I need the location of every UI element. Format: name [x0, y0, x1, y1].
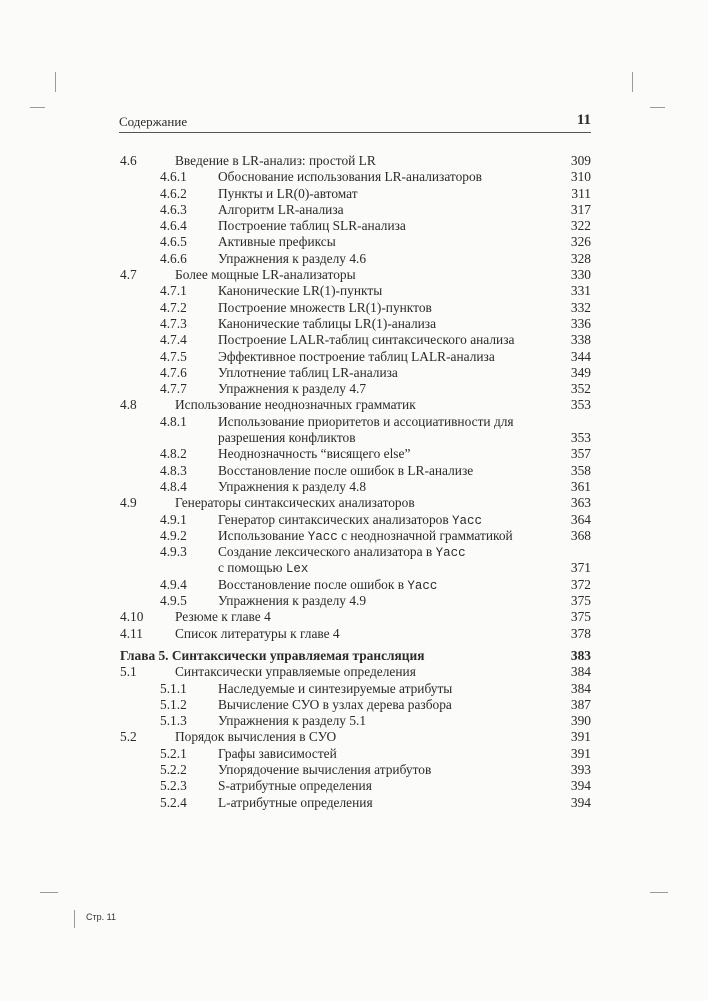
section-number: 4.6.1 [160, 169, 187, 185]
toc-entry[interactable] [120, 778, 591, 794]
toc-entry[interactable] [120, 316, 591, 332]
toc-entry[interactable] [120, 609, 591, 625]
title-text: Канонические таблицы LR(1)-анализа [218, 315, 437, 331]
crop-mark [632, 72, 633, 92]
title-text: L-атрибутные определения [218, 794, 373, 810]
title-text: Упражнения к разделу 4.9 [218, 593, 367, 609]
toc-entry[interactable] [120, 479, 591, 495]
page-ref: 352 [570, 381, 591, 397]
page-ref: 378 [570, 625, 591, 641]
page-ref: 309 [570, 153, 591, 168]
page-ref: 328 [570, 250, 591, 266]
title-text: Наследуемые и синтезируемые атрибуты [218, 680, 453, 696]
toc-entry[interactable] [120, 681, 591, 697]
section-title [175, 626, 340, 642]
crop-mark [650, 107, 665, 108]
toc-entry[interactable] [120, 251, 591, 267]
section-number: 4.9.5 [160, 593, 187, 609]
section-title [175, 729, 336, 745]
toc-entry[interactable] [120, 463, 591, 479]
title-text: Более мощные LR-анализаторы [175, 267, 356, 283]
toc-entry[interactable] [120, 729, 591, 745]
title-text: Введение в LR-анализ: простой LR [175, 153, 376, 168]
page-ref: 331 [570, 283, 591, 299]
section-title [218, 169, 482, 185]
section-number: 4.7.2 [160, 299, 187, 315]
section-number: 5.1.2 [160, 696, 187, 712]
title-text: Построение LALR-таблиц синтаксического анализа [218, 332, 515, 348]
section-number: 5.2 [120, 729, 137, 745]
title-text: Канонические LR(1)-пункты [218, 283, 383, 299]
section-number: 4.6.5 [160, 234, 187, 250]
section-title [175, 664, 416, 680]
section-number: 4.7.3 [160, 315, 187, 331]
toc-entry[interactable] [120, 202, 591, 218]
section-number: 4.8.1 [160, 413, 187, 429]
section-number: 5.1 [120, 664, 137, 680]
section-title [218, 746, 337, 762]
toc-entry[interactable] [120, 446, 591, 462]
section-title [218, 218, 406, 234]
page-ref: 394 [570, 778, 591, 794]
section-title [218, 234, 336, 250]
page-ref: 375 [570, 609, 591, 625]
section-number: 4.6.3 [160, 201, 187, 217]
title-text: Резюме к главе 4 [175, 609, 271, 625]
toc-entry[interactable] [120, 349, 591, 365]
toc-entry[interactable] [120, 397, 591, 413]
title-text: Обоснование использования LR-анализаторов [218, 169, 483, 185]
section-title [175, 495, 415, 511]
code-term: Yacc [407, 578, 438, 593]
toc-entry[interactable] [120, 495, 591, 511]
section-title [218, 528, 513, 545]
page-ref: 364 [570, 511, 591, 527]
page-ref: 330 [570, 267, 591, 283]
section-title [175, 397, 416, 413]
section-title [218, 593, 366, 609]
section-number: 4.7.6 [160, 364, 187, 380]
toc-entry[interactable] [120, 626, 591, 642]
title-text: Графы зависимостей [218, 745, 337, 761]
running-header [119, 112, 591, 133]
section-number: 4.8 [120, 397, 137, 413]
toc-entry[interactable] [120, 332, 591, 348]
page-number: 11 [576, 112, 591, 128]
toc-entry[interactable] [120, 593, 591, 609]
page-ref: 387 [570, 696, 591, 712]
page-ref: 390 [570, 713, 591, 729]
toc-entry[interactable] [120, 186, 591, 202]
section-title [218, 251, 366, 267]
toc-entry[interactable] [120, 381, 591, 397]
page-ref: 310 [570, 169, 591, 185]
page-ref: 363 [570, 495, 591, 511]
section-title [218, 316, 436, 332]
page-ref: 394 [570, 794, 591, 810]
page-ref: 311 [571, 185, 591, 201]
toc-entry[interactable] [120, 664, 591, 680]
section-title [218, 681, 452, 697]
toc-entry[interactable] [120, 153, 591, 169]
section-title [218, 795, 373, 811]
section-title [175, 609, 271, 625]
toc-entry[interactable] [120, 713, 591, 729]
title-text: Построение множеств LR(1)-пунктов [218, 299, 432, 315]
section-title [218, 381, 366, 397]
footer-page-label: Стр. 11 [86, 912, 116, 922]
section-title [218, 463, 473, 479]
title-text: Создание лексического анализатора в [218, 544, 436, 560]
section-title [218, 332, 514, 348]
section-title [218, 713, 366, 729]
section-title [218, 560, 308, 577]
section-number: 4.8.4 [160, 478, 187, 494]
section-title [218, 202, 344, 218]
section-title [218, 446, 410, 462]
toc-entry[interactable] [120, 267, 591, 283]
page-ref: 384 [570, 664, 591, 680]
code-term: Yacc [435, 546, 466, 561]
crop-mark [40, 892, 58, 893]
title-text: Пункты и LR(0)-автомат [218, 185, 358, 201]
toc-entry[interactable] [120, 414, 591, 430]
running-title: Содержание [119, 114, 188, 129]
section-number: 4.7.4 [160, 332, 187, 348]
toc-entry[interactable] [120, 697, 591, 713]
section-number: 5.2.2 [160, 761, 187, 777]
title-text: Восстановление после ошибок в [218, 576, 408, 592]
section-number: 5.2.4 [160, 794, 187, 810]
title-text: разрешения конфликтов [218, 430, 356, 446]
page-ref: 383 [570, 647, 591, 663]
code-term: Yacc [452, 513, 483, 528]
title-text: Неоднозначность “висящего else” [218, 446, 411, 462]
crop-mark [30, 107, 45, 108]
page-ref: 391 [570, 745, 591, 761]
section-number: 4.6.2 [160, 185, 187, 201]
section-number: 5.1.3 [160, 713, 187, 729]
section-title [218, 349, 495, 365]
toc-entry[interactable] [120, 512, 591, 528]
section-number: 5.1.1 [160, 680, 187, 696]
title-text: Упорядочение вычисления атрибутов [218, 761, 432, 777]
toc-entry[interactable] [120, 762, 591, 778]
toc-entry[interactable] [120, 544, 591, 560]
code-term: Yacc [307, 529, 338, 544]
section-number: 4.7.1 [160, 283, 187, 299]
page-ref: 357 [570, 446, 591, 462]
toc-entry[interactable] [120, 218, 591, 234]
title-text: Восстановление после ошибок в LR-анализе [218, 462, 474, 478]
page-ref: 349 [570, 364, 591, 380]
crop-mark [55, 72, 56, 92]
title-text: Использование [218, 527, 308, 543]
toc-entry[interactable] [120, 577, 591, 593]
toc-entry[interactable] [120, 430, 591, 446]
toc-entry[interactable] [120, 365, 591, 381]
section-title [218, 778, 372, 794]
title-text: S-атрибутные определения [218, 778, 372, 794]
section-number: 4.6.6 [160, 250, 187, 266]
toc-chapter-entry[interactable] [120, 648, 591, 664]
title-text: Генератор синтаксических анализаторов [218, 511, 453, 527]
section-number: 4.9 [120, 495, 137, 511]
page-ref: 326 [570, 234, 591, 250]
title-text: Синтаксически управляемые определения [175, 664, 416, 680]
title-text: Алгоритм LR-анализа [218, 201, 344, 217]
section-title [218, 577, 437, 594]
title-text: Построение таблиц SLR-анализа [218, 218, 406, 234]
section-title [120, 648, 424, 664]
title-text: Глава 5. Синтаксически управляемая трансляция [120, 647, 425, 663]
section-title [218, 544, 466, 561]
crop-mark [650, 892, 668, 893]
toc-entry[interactable] [120, 300, 591, 316]
section-title [218, 430, 356, 446]
section-title [175, 267, 356, 283]
page-ref: 353 [570, 430, 591, 446]
title-text: Активные префиксы [218, 234, 336, 250]
title-text: Упражнения к разделу 5.1 [218, 713, 367, 729]
page-ref: 317 [570, 201, 591, 217]
section-number: 4.8.3 [160, 462, 187, 478]
page-ref: 358 [570, 462, 591, 478]
section-number: 4.8.2 [160, 446, 187, 462]
title-text: Порядок вычисления в СУО [175, 729, 337, 745]
section-title [218, 479, 366, 495]
toc-entry[interactable] [120, 528, 591, 544]
title-text: Использование неоднозначных грамматик [175, 397, 416, 413]
toc-entry[interactable] [120, 234, 591, 250]
code-term: Lex [285, 562, 309, 577]
title-text: Использование приоритетов и ассоциативности для [218, 413, 514, 429]
section-number: 4.7.5 [160, 348, 187, 364]
section-number: 5.2.3 [160, 778, 187, 794]
section-title [218, 414, 514, 430]
page-ref: 368 [570, 527, 591, 543]
title-text: Генераторы синтаксических анализаторов [175, 495, 415, 511]
section-number: 4.9.3 [160, 544, 187, 560]
section-title [218, 283, 382, 299]
title-text: Упражнения к разделу 4.6 [218, 250, 367, 266]
page-ref: 322 [570, 218, 591, 234]
title-text: с помощью [218, 560, 286, 576]
section-number: 4.7 [120, 267, 137, 283]
page-ref: 332 [570, 299, 591, 315]
section-number: 4.6.4 [160, 218, 187, 234]
section-number: 4.9.4 [160, 576, 187, 592]
section-number: 4.10 [120, 609, 144, 625]
title-text: Упражнения к разделу 4.7 [218, 381, 367, 397]
page-ref: 344 [570, 348, 591, 364]
page-ref: 384 [570, 680, 591, 696]
title-text: Вычисление СУО в узлах дерева разбора [218, 696, 452, 712]
page-ref: 393 [570, 761, 591, 777]
toc-entry[interactable] [120, 169, 591, 185]
toc-entry[interactable] [120, 560, 591, 576]
page-ref: 336 [570, 315, 591, 331]
title-text: Эффективное построение таблиц LALR-анализа [218, 348, 495, 364]
section-title [218, 186, 358, 202]
title-text: Список литературы к главе 4 [175, 625, 340, 641]
section-number: 4.9.1 [160, 511, 187, 527]
page-ref: 372 [570, 576, 591, 592]
table-of-contents [120, 153, 591, 811]
page-ref: 338 [570, 332, 591, 348]
section-title [218, 300, 432, 316]
section-number: 4.11 [120, 625, 143, 641]
section-number: 4.6 [120, 153, 137, 168]
title-text: Уплотнение таблиц LR-анализа [218, 364, 398, 380]
section-title [175, 153, 376, 169]
section-number: 4.9.2 [160, 527, 187, 543]
toc-entry[interactable] [120, 283, 591, 299]
section-title [218, 512, 482, 529]
page-ref: 353 [570, 397, 591, 413]
title-text: Упражнения к разделу 4.8 [218, 478, 367, 494]
title-text-tail: с неоднозначной грамматикой [337, 527, 513, 543]
page-ref: 361 [570, 478, 591, 494]
section-title [218, 365, 398, 381]
section-number: 5.2.1 [160, 745, 187, 761]
section-title [218, 762, 431, 778]
toc-entry[interactable] [120, 746, 591, 762]
section-number: 4.7.7 [160, 381, 187, 397]
page-ref: 391 [570, 729, 591, 745]
crop-mark [74, 910, 75, 928]
section-title [218, 697, 452, 713]
page-ref: 371 [570, 560, 591, 576]
toc-entry[interactable] [120, 795, 591, 811]
page-ref: 375 [570, 593, 591, 609]
